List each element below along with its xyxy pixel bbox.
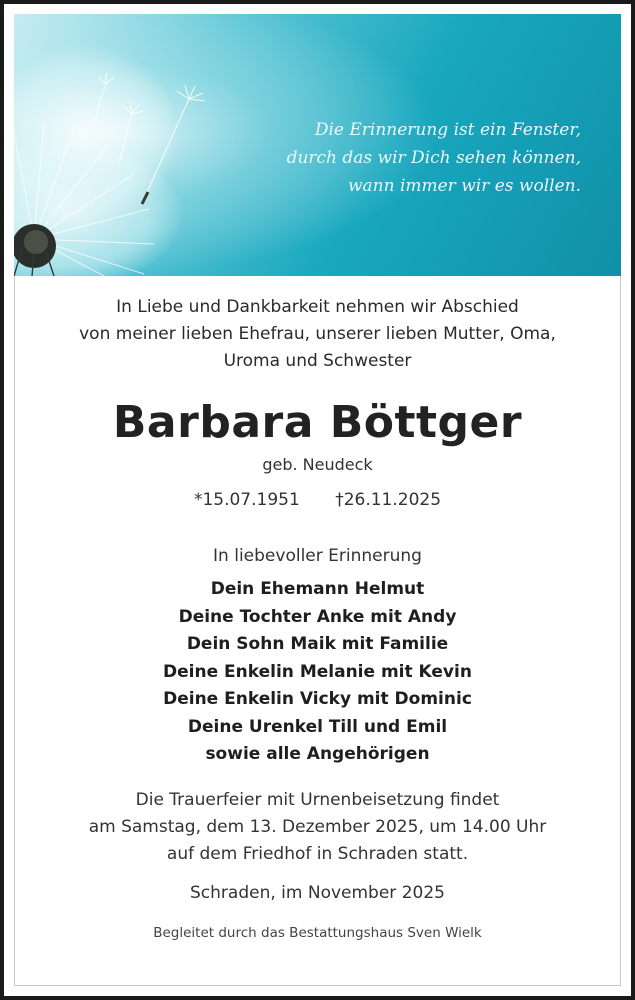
intro-line: Uroma und Schwester — [223, 351, 412, 371]
birth-date: *15.07.1951 — [193, 490, 300, 510]
mourner-entry: Deine Enkelin Vicky mit Dominic — [163, 689, 472, 709]
place-date: Schraden, im November 2025 — [190, 882, 445, 903]
quote-line: Die Erinnerung ist ein Fenster, — [314, 120, 581, 140]
funeral-line: Die Trauerfeier mit Urnenbeisetzung findet — [135, 789, 500, 810]
quote-line: wann immer wir es wollen. — [347, 176, 581, 196]
mourner-entry: Deine Enkelin Melanie mit Kevin — [163, 661, 472, 682]
funeral-home-credit: Begleitet durch das Bestattungshaus Sven Wielk — [153, 924, 482, 941]
intro-text — [14, 294, 621, 375]
funeral-line: am Samstag, dem 13. Dezember 2025, um 14.00 Uhr — [88, 816, 547, 837]
birth-name: geb. Neudeck — [262, 455, 373, 474]
funeral-line: auf dem Friedhof in Schraden statt. — [166, 843, 469, 864]
dandelion-header-image — [14, 14, 621, 276]
quote — [251, 116, 581, 200]
mourner-entry: Dein Ehemann Helmut — [210, 579, 425, 599]
deceased-name: Barbara Böttger — [112, 397, 523, 448]
quote-line: durch das wir Dich sehen können, — [286, 148, 581, 168]
mourners-list — [14, 576, 621, 769]
life-dates — [14, 487, 621, 513]
funeral-info — [14, 787, 621, 868]
mourner-entry: Deine Tochter Anke mit Andy — [178, 606, 457, 627]
intro-line: In Liebe und Dankbarkeit nehmen wir Abschied — [116, 297, 519, 317]
mourner-entry: Dein Sohn Maik mit Familie — [186, 634, 449, 654]
intro-line: von meiner lieben Ehefrau, unserer lieben Mutter, Oma, — [79, 324, 556, 344]
death-date: †26.11.2025 — [335, 490, 442, 510]
mourner-entry: sowie alle Angehörigen — [205, 744, 430, 764]
obituary-body — [14, 276, 621, 944]
mourner-entry: Deine Urenkel Till und Emil — [187, 716, 448, 737]
memory-heading: In liebevoller Erinnerung — [213, 546, 422, 566]
